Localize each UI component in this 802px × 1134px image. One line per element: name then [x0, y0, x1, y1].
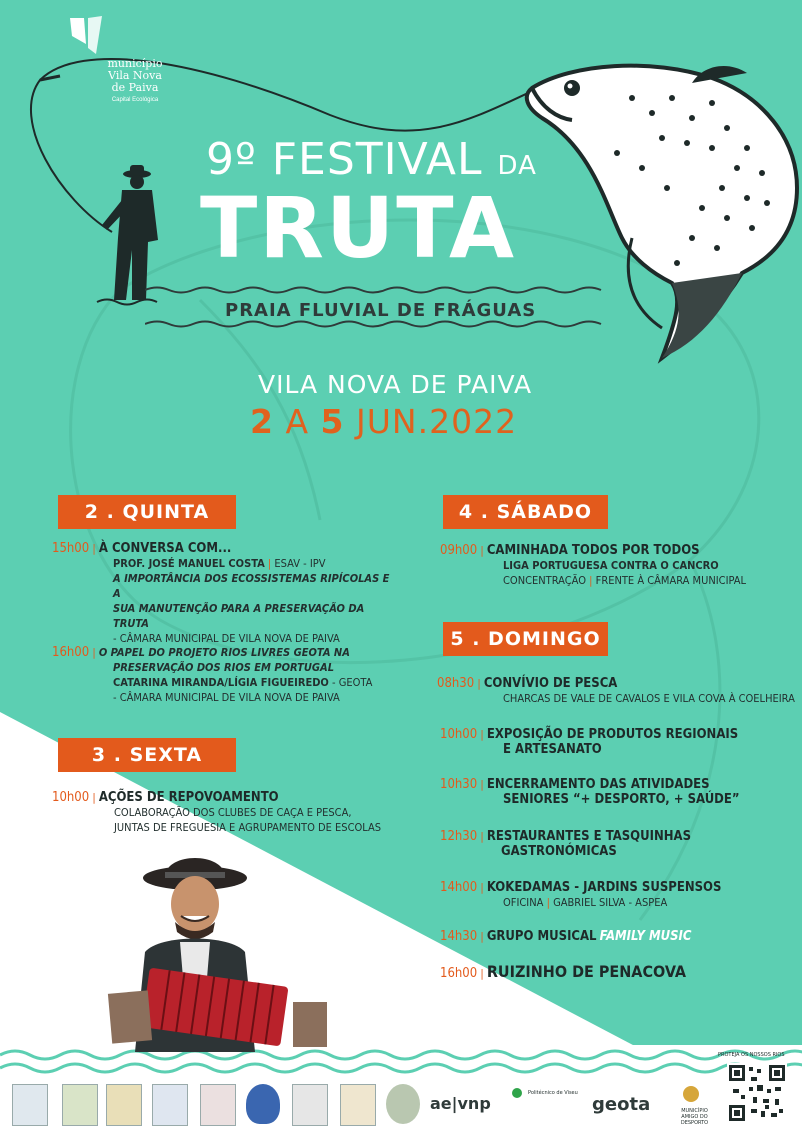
- club-badge-icon: [292, 1084, 328, 1126]
- event-sexta-1: 10h00 | AÇÕES DE REPOVOAMENTO COLABORAÇÃO DOS CLUBES DE CAÇA E PESCA, JUNTAS DE FREGUESIA E AGRUPAMENTO DE ESCOLAS: [52, 790, 382, 834]
- club-badge-icon: [386, 1084, 420, 1124]
- qr-code-icon: [727, 1063, 787, 1123]
- parish-crest-icon: [12, 1084, 48, 1126]
- parish-crest-icon: [152, 1084, 188, 1126]
- parish-crest-icon: [200, 1084, 236, 1126]
- event-domingo-3: 10h30 | ENCERRAMENTO DAS ATIVIDADES SENIORES “+ DESPORTO, + SAÚDE”: [440, 777, 740, 807]
- day-header-sabado: 4 . SÁBADO: [443, 495, 608, 529]
- club-badge-icon: [246, 1084, 280, 1124]
- parish-crest-icon: [106, 1084, 142, 1126]
- event-domingo-7: 16h00 | RUIZINHO DE PENACOVA: [440, 962, 687, 981]
- event-domingo-1: 08h30 | CONVÍVIO DE PESCA CHARCAS DE VALE DE CAVALOS E VILA COVA À COELHEIRA: [437, 676, 795, 705]
- event-quinta-2: 16h00 | O PAPEL DO PROJETO RIOS LIVRES GEOTA NA PRESERVAÇÃO DOS RIOS EM PORTUGAL CATARINA MIRANDA/LÍGIA FIGUEIREDO - GEOTA - CÂMARA MUNICIPAL DE VILA NOVA DE PAIVA: [52, 645, 373, 704]
- event-quinta-1: 15h00 | À CONVERSA COM... PROF. JOSÉ MANUEL COSTA | ESAV - IPV A IMPORTÂNCIA DOS ECOSSISTEMAS RIPÍCOLAS E A SUA MANUTENÇÃO PARA A PRESERVAÇÃO DA TRUTA - CÂMARA MUNICIPAL DE VILA NOVA DE PAIVA: [52, 541, 390, 645]
- venue-label: PRAIA FLUVIAL DE FRÁGUAS: [225, 300, 537, 321]
- municipality-logo-icon: [66, 14, 106, 58]
- accordion-player-image: [105, 842, 335, 1052]
- sponsor-aevnp: ae|vnp: [430, 1094, 491, 1113]
- sponsor-polytechnic: Politécnico de Viseu: [528, 1090, 578, 1096]
- day-header-domingo: 5 . DOMINGO: [443, 622, 608, 656]
- date-range: 2 A 5 JUN.2022: [250, 402, 518, 441]
- sponsor-geota: geota: [592, 1094, 651, 1115]
- sponsor-sports: MUNICÍPIO AMIGO DO DESPORTO: [680, 1108, 709, 1126]
- festival-title-line: 9º FESTIVAL DA: [206, 134, 537, 185]
- protect-rivers-label: PROTEJA OS NOSSOS RIOS: [718, 1052, 785, 1058]
- event-domingo-6: 14h30 | GRUPO MUSICAL FAMILY MUSIC: [440, 929, 692, 944]
- event-domingo-2: 10h00 | EXPOSIÇÃO DE PRODUTOS REGIONAIS E ARTESANATO: [440, 727, 739, 757]
- municipality-logo-text: município Vila Nova de Paiva Capital Ecológica: [107, 57, 163, 103]
- day-header-quinta: 2 . QUINTA: [58, 495, 236, 529]
- sports-logo-icon: [683, 1086, 699, 1102]
- polytechnic-logo-icon: [512, 1088, 522, 1098]
- parish-crest-icon: [62, 1084, 98, 1126]
- location-label: VILA NOVA DE PAIVA: [258, 370, 533, 399]
- event-domingo-4: 12h30 | RESTAURANTES E TASQUINHAS GASTRONÓMICAS: [440, 829, 692, 859]
- day-header-sexta: 3 . SEXTA: [58, 738, 236, 772]
- event-domingo-5: 14h00 | KOKEDAMAS - JARDINS SUSPENSOS OFICINA | GABRIEL SILVA - ASPEA: [440, 880, 722, 909]
- festival-title-main: TRUTA: [200, 179, 516, 277]
- club-badge-icon: [340, 1084, 376, 1126]
- event-sabado-1: 09h00 | CAMINHADA TODOS POR TODOS LIGA PORTUGUESA CONTRA O CANCRO CONCENTRAÇÃO | FRENTE À CÂMARA MUNICIPAL: [440, 543, 747, 587]
